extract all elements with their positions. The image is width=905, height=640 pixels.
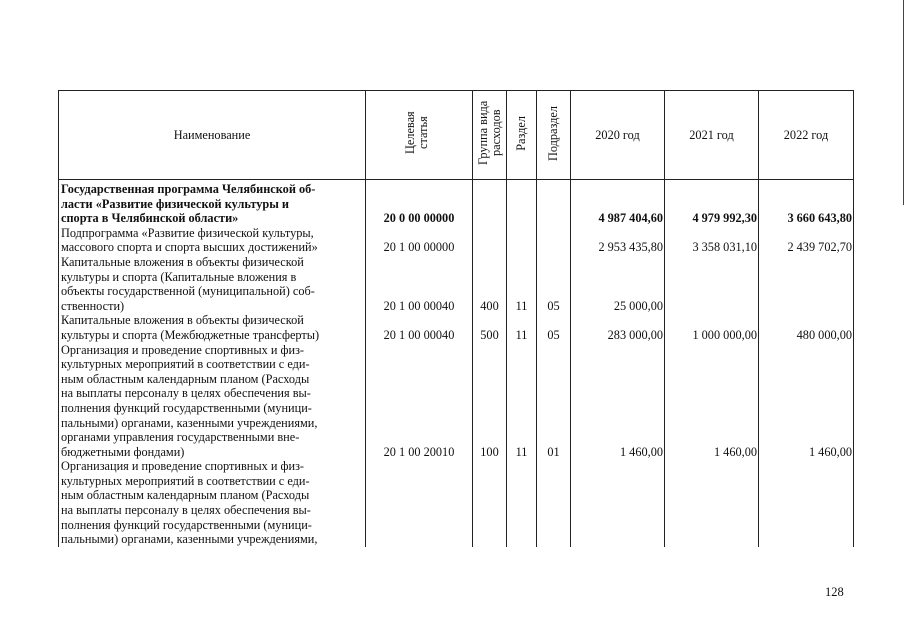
row-name-line: культуры и спорта (Капитальные вложения в: [61, 269, 297, 284]
row-name-line: на выплаты персоналу в целях обеспечения вы-: [61, 386, 311, 401]
table-row: [59, 313, 854, 342]
header-name: Наименование: [59, 91, 366, 180]
row-y2020: 25 000,00: [571, 255, 665, 313]
row-y2020: 4 987 404,60: [571, 180, 665, 226]
row-y2020: 1 460,00: [571, 343, 665, 460]
row-y2021: 1 460,00: [665, 343, 759, 460]
row-target: 20 1 00 20010: [366, 343, 473, 460]
table-row: [59, 343, 854, 460]
row-name-line: Подпрограмма «Развитие физической культуры,: [61, 225, 314, 240]
row-subsection: 05: [537, 313, 571, 342]
table-row: [59, 459, 854, 547]
row-y2022: 2 439 702,70: [759, 226, 854, 255]
row-name: [59, 226, 366, 255]
row-name-line: культурных мероприятий в соответствии с еди-: [61, 357, 310, 372]
row-subsection: [537, 459, 571, 547]
row-y2022: [759, 255, 854, 313]
table-row: [59, 180, 854, 226]
header-group: Группа вида расходов: [473, 91, 507, 180]
row-name-line: бюджетными фондами): [61, 444, 185, 459]
row-name-line: ным областным календарным планом (Расходы: [61, 488, 310, 503]
row-target: 20 1 00 00040: [366, 255, 473, 313]
row-y2020: 283 000,00: [571, 313, 665, 342]
row-group: 400: [473, 255, 507, 313]
row-section: 11: [507, 313, 537, 342]
header-2020: 2020 год: [571, 91, 665, 180]
row-name-line: ным областным календарным планом (Расходы: [61, 371, 310, 386]
row-section: 11: [507, 255, 537, 313]
row-name-line: Капитальные вложения в объекты физической: [61, 254, 304, 269]
row-name-line: культурных мероприятий в соответствии с еди-: [61, 473, 310, 488]
table-body: [59, 180, 854, 547]
row-y2021: [665, 459, 759, 547]
row-target: 20 1 00 00000: [366, 226, 473, 255]
row-name-line: ственности): [61, 298, 125, 313]
row-name-line: ласти «Развитие физической культуры и: [61, 196, 290, 211]
row-name-line: Государственная программа Челябинской об-: [61, 182, 316, 196]
row-y2022: 3 660 643,80: [759, 180, 854, 226]
row-target: 20 1 00 00040: [366, 313, 473, 342]
row-name: [59, 180, 366, 226]
row-name-line: объекты государственной (муниципальной) соб-: [61, 284, 315, 299]
header-target: Целевая статья: [366, 91, 473, 180]
table-row: [59, 255, 854, 313]
row-target: [366, 459, 473, 547]
budget-table: [58, 90, 854, 547]
row-name: [59, 313, 366, 342]
row-section: [507, 459, 537, 547]
row-name: [59, 343, 366, 460]
row-y2021: [665, 255, 759, 313]
row-y2021: 3 358 031,10: [665, 226, 759, 255]
row-subsection: [537, 180, 571, 226]
row-group: [473, 180, 507, 226]
right-edge-line: [903, 0, 904, 205]
row-y2020: [571, 459, 665, 547]
page-number: 128: [825, 585, 844, 599]
row-name: [59, 459, 366, 547]
row-name-line: пальными) органами, казенными учреждениями,: [61, 532, 318, 547]
row-section: [507, 180, 537, 226]
row-y2022: 1 460,00: [759, 343, 854, 460]
row-name-line: спорта в Челябинской области»: [61, 211, 239, 226]
row-y2021: 4 979 992,30: [665, 180, 759, 226]
header-subsection: Подраздел: [537, 91, 571, 180]
row-name-line: органами управления государственными вне-: [61, 430, 300, 445]
row-group: [473, 226, 507, 255]
row-group: 100: [473, 343, 507, 460]
row-target: 20 0 00 00000: [366, 180, 473, 226]
row-y2022: 480 000,00: [759, 313, 854, 342]
row-group: 500: [473, 313, 507, 342]
row-subsection: [537, 226, 571, 255]
header-2021: 2021 год: [665, 91, 759, 180]
row-name-line: Организация и проведение спортивных и физ-: [61, 342, 305, 357]
row-name-line: полнения функций государственными (муници-: [61, 517, 312, 532]
row-name-line: Капитальные вложения в объекты физической: [61, 313, 304, 328]
table-row: [59, 226, 854, 255]
header-2022: 2022 год: [759, 91, 854, 180]
row-group: [473, 459, 507, 547]
row-y2021: 1 000 000,00: [665, 313, 759, 342]
row-subsection: 01: [537, 343, 571, 460]
row-name-line: на выплаты персоналу в целях обеспечения вы-: [61, 503, 311, 518]
row-subsection: 05: [537, 255, 571, 313]
row-name-line: культуры и спорта (Межбюджетные трансферты): [61, 327, 320, 342]
row-name-line: пальными) органами, казенными учреждениями,: [61, 415, 318, 430]
row-name-line: полнения функций государственными (муници-: [61, 400, 312, 415]
header-section: Раздел: [507, 91, 537, 180]
row-name-line: массового спорта и спорта высших достижений»: [61, 240, 318, 255]
row-section: [507, 226, 537, 255]
row-name: [59, 255, 366, 313]
table-header-row: [59, 91, 854, 180]
row-section: 11: [507, 343, 537, 460]
row-y2022: [759, 459, 854, 547]
row-y2020: 2 953 435,80: [571, 226, 665, 255]
row-name-line: Организация и проведение спортивных и физ-: [61, 459, 305, 474]
